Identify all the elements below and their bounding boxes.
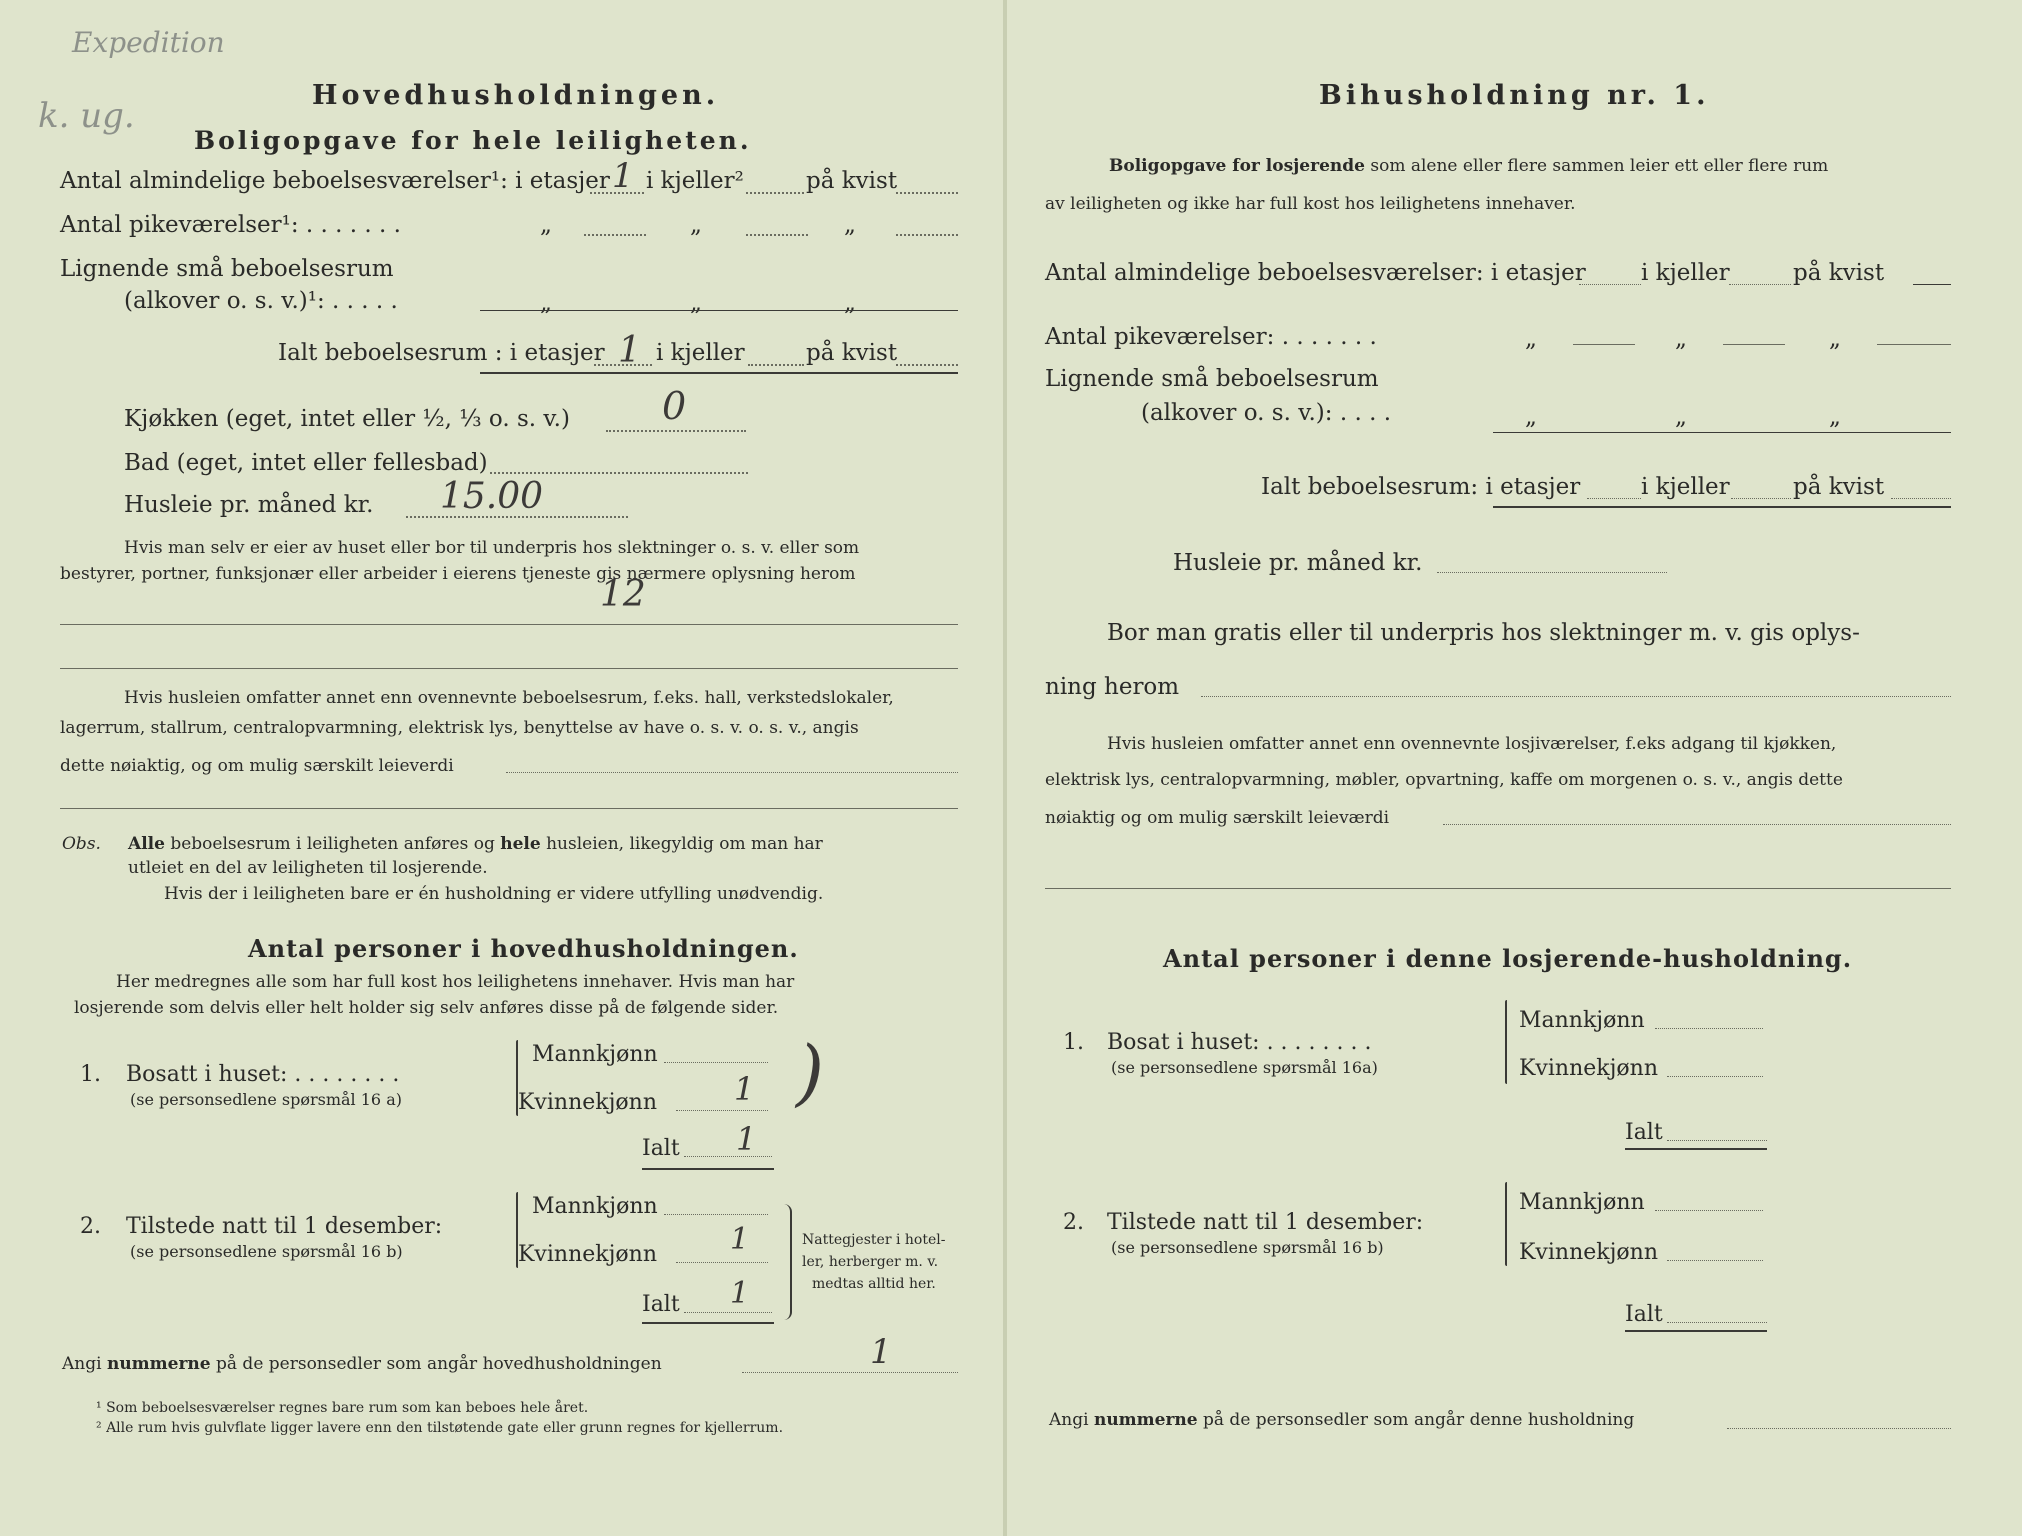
gratis-field[interactable] <box>1201 696 1951 697</box>
row-almindelige-label: Antal almindelige beboelsesværelser: i etasjer <box>1045 260 1586 286</box>
q1-sub: (se personsedlene spørsmål 16 a) <box>130 1090 402 1109</box>
footnote-2: ² Alle rum hvis gulvflate ligger lavere enn den tilstøtende gate eller grunn regnes for kjellerrum. <box>96 1420 784 1436</box>
q1-kvinne-label: Kvinnekjønn <box>518 1090 657 1115</box>
row-almindelige-label: Antal almindelige beboelsesværelser¹: i etasjer <box>60 168 610 194</box>
persons-section-title: Antal personer i denne losjerende-husholdning. <box>1163 944 1853 973</box>
obs-line1: Alle beboelsesrum i leiligheten anføres og hele husleien, likegyldig om man har <box>128 834 823 854</box>
ditto-mark: „ <box>1675 326 1687 352</box>
eier-text-line2: bestyrer, portner, funksjonær eller arbeider i eierens tjeneste gis nærmere oplysning herom <box>60 564 856 584</box>
q2-number: 2. <box>1063 1210 1084 1235</box>
nummerne-value: 1 <box>870 1332 892 1372</box>
q2-mann-field[interactable] <box>1655 1210 1763 1211</box>
q2-label: Tilstede natt til 1 desember: <box>1107 1210 1424 1235</box>
natt-note-line2: ler, herberger m. v. <box>802 1254 939 1270</box>
pike-etasjer-field[interactable] <box>584 234 646 236</box>
kjeller-field[interactable] <box>1729 284 1791 285</box>
page-subtitle: Boligopgave for hele leiligheten. <box>194 126 752 155</box>
page-title: Bihusholdning nr. 1. <box>1319 80 1710 111</box>
pike-kvist-field[interactable] <box>1877 344 1951 345</box>
kjokken-field[interactable] <box>606 430 746 432</box>
rule-line <box>642 1322 774 1324</box>
extra-value: 12 <box>600 574 646 615</box>
right-page <box>1007 0 2022 1536</box>
ialt-kvist-label: på kvist <box>1793 474 1885 500</box>
q1-ialt-field[interactable] <box>684 1156 772 1157</box>
ialt-rum-label: Ialt beboelsesrum: i etasjer <box>1261 474 1581 500</box>
q1-ialt-label: Ialt <box>1625 1120 1663 1145</box>
ialt-etasjer-field[interactable] <box>1587 498 1641 499</box>
ialt-kjeller-field[interactable] <box>748 364 804 366</box>
row-pikevaerelser-label: Antal pikeværelser: . . . . . . . <box>1045 324 1377 350</box>
row-pikevaerelser-label: Antal pikeværelser¹: . . . . . . . <box>60 212 401 238</box>
obs-line3: Hvis der i leiligheten bare er én husholdning er videre utfylling unødvendig. <box>164 884 824 904</box>
bad-label: Bad (eget, intet eller fellesbad) <box>124 450 488 476</box>
footnote-1: ¹ Som beboelsesværelser regnes bare rum som kan beboes hele året. <box>96 1400 589 1416</box>
gratis-line2: ning herom <box>1045 674 1180 700</box>
q2-number: 2. <box>80 1214 101 1239</box>
eier-text-line1: Hvis man selv er eier av huset eller bor til underpris hos slektninger o. s. v. eller som <box>124 538 860 558</box>
husleie-label: Husleie pr. måned kr. <box>124 492 374 518</box>
q1-kvinne-label: Kvinnekjønn <box>1519 1056 1658 1081</box>
q1-mann-field[interactable] <box>1655 1028 1763 1029</box>
q1-ialt-label: Ialt <box>642 1136 680 1161</box>
angi-nummerne-text: Angi nummerne på de personsedler som angår denne husholdning <box>1049 1410 1635 1430</box>
q1-sub: (se personsedlene spørsmål 16a) <box>1111 1058 1378 1077</box>
kjeller-label: i kjeller <box>1641 260 1730 286</box>
angi-nummerne-text: Angi nummerne på de personsedler som angår hovedhusholdningen <box>62 1354 662 1374</box>
row-lignende-label: Lignende små beboelsesrum <box>1045 366 1379 392</box>
kjeller-label: i kjeller² <box>646 168 744 194</box>
q1-kvinne-value: 1 <box>734 1070 755 1108</box>
eier-answer-line[interactable] <box>60 624 958 625</box>
q2-kvinne-label: Kvinnekjønn <box>1519 1240 1658 1265</box>
pencil-note-expedition: Expedition <box>72 26 225 59</box>
q1-ialt-field[interactable] <box>1667 1140 1767 1141</box>
ialt-kvist-label: på kvist <box>806 340 898 366</box>
ditto-mark: „ <box>844 212 856 238</box>
hand-brace: ) <box>796 1030 825 1114</box>
ditto-mark: „ <box>540 212 552 238</box>
q2-ialt-label: Ialt <box>642 1292 680 1317</box>
leieverdi-field[interactable] <box>1443 824 1951 825</box>
leieverdi-field[interactable] <box>506 772 958 773</box>
ialt-rum-label: Ialt beboelsesrum : i etasjer <box>278 340 605 366</box>
ialt-etasjer-value: 1 <box>618 330 641 371</box>
q1-number: 1. <box>1063 1030 1084 1055</box>
q2-brace <box>1505 1182 1507 1266</box>
q2-ialt-field[interactable] <box>1667 1322 1767 1323</box>
q1-brace <box>1505 1000 1507 1084</box>
ditto-mark: „ <box>690 290 702 316</box>
gratis-line1: Bor man gratis eller til underpris hos slektninger m. v. gis oplys- <box>1107 620 1860 646</box>
intro-line1: Boligopgave for losjerende som alene eller flere sammen leier ett eller flere rum <box>1109 156 1829 176</box>
q1-mann-field[interactable] <box>664 1062 768 1063</box>
persons-text-line1: Her medregnes alle som har full kost hos leilighetens innehaver. Hvis man har <box>116 972 795 992</box>
q2-kvinne-field[interactable] <box>1667 1260 1763 1261</box>
ditto-mark: „ <box>1829 326 1841 352</box>
q2-ialt-field[interactable] <box>684 1312 772 1313</box>
ditto-mark: „ <box>690 212 702 238</box>
kvist-label: på kvist <box>806 168 898 194</box>
rule-line <box>480 372 958 374</box>
nummerne-field[interactable] <box>1727 1428 1951 1429</box>
eier-answer-line[interactable] <box>60 668 958 669</box>
leieverdi-answer-line[interactable] <box>1045 888 1951 889</box>
kjokken-value: 0 <box>662 384 687 428</box>
persons-text-line2: losjerende som delvis eller helt holder sig selv anføres disse på de følgende sider. <box>74 998 779 1018</box>
q2-sub: (se personsedlene spørsmål 16 b) <box>1111 1238 1384 1257</box>
kvist-field[interactable] <box>1913 284 1951 285</box>
q2-mann-field[interactable] <box>664 1214 768 1215</box>
obs-label: Obs. <box>62 834 101 854</box>
intro-line2: av leiligheten og ikke har full kost hos leilighetens innehaver. <box>1045 194 1576 214</box>
ditto-mark: „ <box>1525 404 1537 430</box>
ditto-mark: „ <box>540 290 552 316</box>
kvist-field[interactable] <box>896 192 958 194</box>
q2-ialt-label: Ialt <box>1625 1302 1663 1327</box>
bad-field[interactable] <box>490 472 748 474</box>
page-title: Hovedhusholdningen. <box>312 80 720 111</box>
kjokken-label: Kjøkken (eget, intet eller ½, ⅓ o. s. v.) <box>124 406 570 432</box>
q1-ialt-value: 1 <box>736 1120 757 1158</box>
ditto-mark: „ <box>1675 404 1687 430</box>
kvist-label: på kvist <box>1793 260 1885 286</box>
ditto-mark: „ <box>844 290 856 316</box>
q2-sub: (se personsedlene spørsmål 16 b) <box>130 1242 403 1261</box>
left-page <box>0 0 1003 1536</box>
q2-right-brace <box>784 1204 792 1320</box>
q2-label: Tilstede natt til 1 desember: <box>126 1214 443 1239</box>
natt-note-line1: Nattegjester i hotel- <box>802 1232 946 1248</box>
q1-kvinne-field[interactable] <box>1667 1076 1763 1077</box>
q1-mann-label: Mannkjønn <box>532 1042 658 1067</box>
row-alkover-label: (alkover o. s. v.): . . . . <box>1141 400 1392 426</box>
omfatter-line3: dette nøiaktig, og om mulig særskilt leieverdi <box>60 756 454 776</box>
rule-line <box>1625 1148 1767 1150</box>
nummerne-field[interactable] <box>742 1372 958 1373</box>
husleie-field[interactable] <box>1437 572 1667 573</box>
q1-number: 1. <box>80 1062 101 1087</box>
omfatter-line2: elektrisk lys, centralopvarmning, møbler, opvartning, kaffe om morgenen o. s. v., angis dette <box>1045 770 1843 790</box>
ialt-kvist-field[interactable] <box>1891 498 1951 499</box>
q2-ialt-value: 1 <box>730 1276 750 1311</box>
natt-note-line3: medtas alltid her. <box>812 1276 936 1292</box>
ialt-kvist-field[interactable] <box>896 364 958 366</box>
q2-kvinne-field[interactable] <box>676 1262 768 1263</box>
leieverdi-answer-line[interactable] <box>60 808 958 809</box>
pencil-note-kug: k. ug. <box>38 96 135 136</box>
q1-mann-label: Mannkjønn <box>1519 1008 1645 1033</box>
kjeller-field[interactable] <box>746 192 804 194</box>
husleie-value: 15.00 <box>440 476 544 517</box>
q2-kvinne-value: 1 <box>730 1222 750 1257</box>
rule-line <box>480 310 958 311</box>
etasjer-value: 1 <box>612 156 634 196</box>
q2-mann-label: Mannkjønn <box>532 1194 658 1219</box>
rule-line <box>1493 432 1951 433</box>
q1-kvinne-field[interactable] <box>676 1110 768 1111</box>
pike-kjeller-field[interactable] <box>746 234 808 236</box>
ialt-kjeller-label: i kjeller <box>1641 474 1730 500</box>
q1-label: Bosatt i huset: . . . . . . . . <box>126 1062 400 1087</box>
husleie-label: Husleie pr. måned kr. <box>1173 550 1423 576</box>
rule-line <box>1625 1330 1767 1332</box>
q1-label: Bosat i huset: . . . . . . . . <box>1107 1030 1372 1055</box>
omfatter-line2: lagerrum, stallrum, centralopvarmning, elektrisk lys, benyttelse av have o. s. v. o. s. v., angis <box>60 718 859 738</box>
ialt-kjeller-field[interactable] <box>1731 498 1791 499</box>
pike-etasjer-field[interactable] <box>1573 344 1635 345</box>
omfatter-line3: nøiaktig og om mulig særskilt leieværdi <box>1045 808 1390 828</box>
ditto-mark: „ <box>1525 326 1537 352</box>
pike-kjeller-field[interactable] <box>1723 344 1785 345</box>
q2-kvinne-label: Kvinnekjønn <box>518 1242 657 1267</box>
pike-kvist-field[interactable] <box>896 234 958 236</box>
rule-line <box>1493 506 1951 508</box>
rule-line <box>642 1168 774 1170</box>
ditto-mark: „ <box>1829 404 1841 430</box>
ialt-kjeller-label: i kjeller <box>656 340 745 366</box>
row-lignende-label: Lignende små beboelsesrum <box>60 256 394 282</box>
obs-line2: utleiet en del av leiligheten til losjerende. <box>128 858 488 878</box>
q2-mann-label: Mannkjønn <box>1519 1190 1645 1215</box>
omfatter-line1: Hvis husleien omfatter annet enn ovennevnte losjiværelser, f.eks adgang til kjøkken, <box>1107 734 1837 754</box>
etasjer-field[interactable] <box>1579 284 1641 285</box>
omfatter-line1: Hvis husleien omfatter annet enn ovennevnte beboelsesrum, f.eks. hall, verkstedslokaler, <box>124 688 894 708</box>
persons-section-title: Antal personer i hovedhusholdningen. <box>248 934 799 963</box>
row-alkover-label: (alkover o. s. v.)¹: . . . . . <box>124 288 398 314</box>
